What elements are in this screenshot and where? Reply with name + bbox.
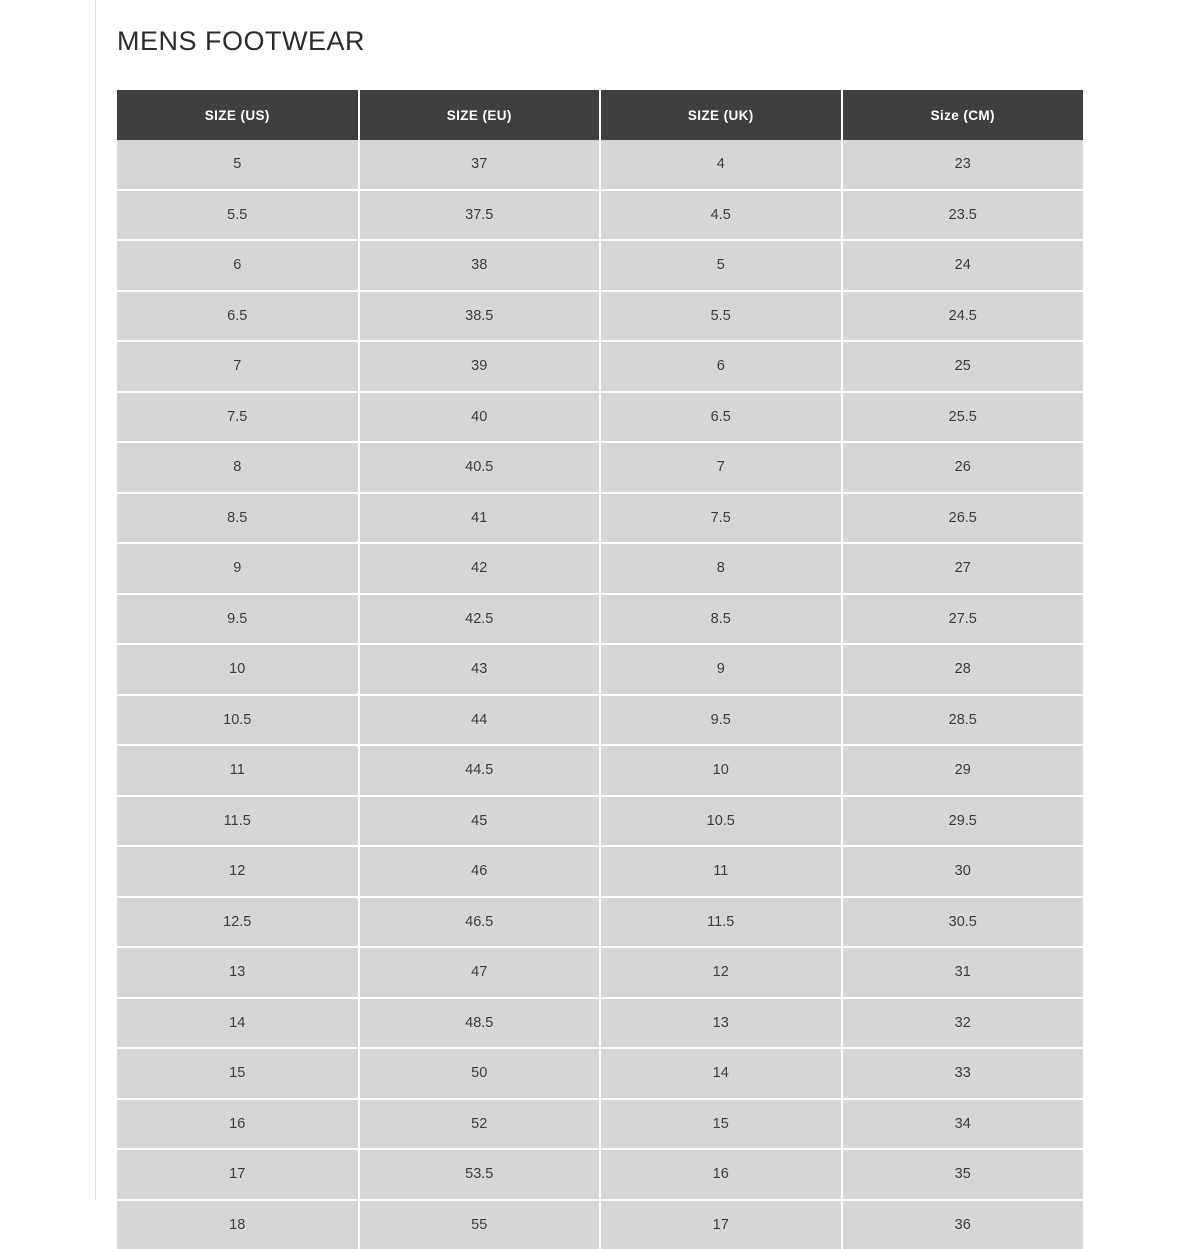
- table-cell: 8.5: [600, 594, 842, 645]
- table-cell: 39: [359, 341, 601, 392]
- table-cell: 15: [600, 1099, 842, 1150]
- table-row: [117, 190, 1083, 241]
- table-cell: 6: [600, 341, 842, 392]
- table-cell: 10: [117, 644, 359, 695]
- table-cell: 9.5: [117, 594, 359, 645]
- table-cell: 11.5: [600, 897, 842, 948]
- table-cell: 27.5: [842, 594, 1084, 645]
- table-cell: 6.5: [117, 291, 359, 342]
- table-cell: 28.5: [842, 695, 1084, 746]
- table-cell: 4.5: [600, 190, 842, 241]
- table-cell: 5.5: [117, 190, 359, 241]
- column-header: Size (CM): [842, 90, 1084, 140]
- table-cell: 38.5: [359, 291, 601, 342]
- table-cell: 32: [842, 998, 1084, 1049]
- table-row: [117, 240, 1083, 291]
- table-row: [117, 493, 1083, 544]
- table-row: [117, 745, 1083, 796]
- table-cell: 14: [600, 1048, 842, 1099]
- table-cell: 8.5: [117, 493, 359, 544]
- table-cell: 9: [600, 644, 842, 695]
- table-cell: 7: [117, 341, 359, 392]
- table-cell: 5: [600, 240, 842, 291]
- table-row: [117, 140, 1083, 190]
- table-body: [117, 140, 1083, 1249]
- table-cell: 24: [842, 240, 1084, 291]
- table-cell: 7: [600, 442, 842, 493]
- table-row: [117, 644, 1083, 695]
- table-row: [117, 796, 1083, 847]
- table-cell: 28: [842, 644, 1084, 695]
- table-cell: 11: [600, 846, 842, 897]
- table-row: [117, 1099, 1083, 1150]
- size-chart-table-container: [117, 90, 1083, 1249]
- table-cell: 12: [600, 947, 842, 998]
- table-cell: 50: [359, 1048, 601, 1099]
- table-cell: 29: [842, 745, 1084, 796]
- table-cell: 29.5: [842, 796, 1084, 847]
- table-cell: 48.5: [359, 998, 601, 1049]
- table-cell: 7.5: [600, 493, 842, 544]
- table-cell: 17: [117, 1149, 359, 1200]
- table-cell: 30: [842, 846, 1084, 897]
- table-cell: 46: [359, 846, 601, 897]
- table-cell: 41: [359, 493, 601, 544]
- table-row: [117, 543, 1083, 594]
- table-cell: 37: [359, 140, 601, 190]
- table-cell: 46.5: [359, 897, 601, 948]
- size-chart-table: [117, 90, 1083, 1249]
- table-cell: 40.5: [359, 442, 601, 493]
- table-cell: 24.5: [842, 291, 1084, 342]
- column-header: SIZE (EU): [359, 90, 601, 140]
- table-cell: 8: [600, 543, 842, 594]
- table-cell: 33: [842, 1048, 1084, 1099]
- table-cell: 31: [842, 947, 1084, 998]
- table-row: [117, 1149, 1083, 1200]
- table-cell: 12.5: [117, 897, 359, 948]
- table-cell: 10.5: [600, 796, 842, 847]
- table-cell: 10.5: [117, 695, 359, 746]
- table-row: [117, 594, 1083, 645]
- table-row: [117, 291, 1083, 342]
- table-cell: 44: [359, 695, 601, 746]
- column-header: SIZE (UK): [600, 90, 842, 140]
- table-cell: 52: [359, 1099, 601, 1150]
- table-cell: 30.5: [842, 897, 1084, 948]
- table-cell: 16: [600, 1149, 842, 1200]
- column-header: SIZE (US): [117, 90, 359, 140]
- table-cell: 17: [600, 1200, 842, 1249]
- table-cell: 11.5: [117, 796, 359, 847]
- table-cell: 45: [359, 796, 601, 847]
- table-row: [117, 341, 1083, 392]
- table-cell: 42.5: [359, 594, 601, 645]
- table-cell: 9: [117, 543, 359, 594]
- table-cell: 14: [117, 998, 359, 1049]
- table-header-row: [117, 90, 1083, 140]
- table-row: [117, 998, 1083, 1049]
- table-cell: 53.5: [359, 1149, 601, 1200]
- table-cell: 37.5: [359, 190, 601, 241]
- table-cell: 11: [117, 745, 359, 796]
- table-cell: 25.5: [842, 392, 1084, 443]
- table-cell: 26: [842, 442, 1084, 493]
- table-cell: 36: [842, 1200, 1084, 1249]
- table-row: [117, 897, 1083, 948]
- table-cell: 47: [359, 947, 601, 998]
- table-cell: 9.5: [600, 695, 842, 746]
- table-cell: 25: [842, 341, 1084, 392]
- table-header: [117, 90, 1083, 140]
- page-title: MENS FOOTWEAR: [117, 26, 365, 57]
- table-cell: 18: [117, 1200, 359, 1249]
- table-cell: 4: [600, 140, 842, 190]
- table-cell: 15: [117, 1048, 359, 1099]
- table-cell: 23.5: [842, 190, 1084, 241]
- table-cell: 40: [359, 392, 601, 443]
- table-cell: 5.5: [600, 291, 842, 342]
- table-cell: 6.5: [600, 392, 842, 443]
- table-row: [117, 695, 1083, 746]
- table-cell: 12: [117, 846, 359, 897]
- table-cell: 42: [359, 543, 601, 594]
- table-cell: 43: [359, 644, 601, 695]
- table-cell: 5: [117, 140, 359, 190]
- table-cell: 10: [600, 745, 842, 796]
- table-cell: 27: [842, 543, 1084, 594]
- table-cell: 35: [842, 1149, 1084, 1200]
- table-cell: 34: [842, 1099, 1084, 1150]
- table-cell: 6: [117, 240, 359, 291]
- table-cell: 38: [359, 240, 601, 291]
- table-cell: 55: [359, 1200, 601, 1249]
- table-row: [117, 392, 1083, 443]
- table-row: [117, 1200, 1083, 1249]
- left-margin-rule: [95, 0, 96, 1200]
- table-cell: 44.5: [359, 745, 601, 796]
- table-cell: 16: [117, 1099, 359, 1150]
- table-cell: 23: [842, 140, 1084, 190]
- table-cell: 13: [600, 998, 842, 1049]
- table-row: [117, 846, 1083, 897]
- table-cell: 26.5: [842, 493, 1084, 544]
- table-cell: 13: [117, 947, 359, 998]
- table-cell: 7.5: [117, 392, 359, 443]
- table-row: [117, 947, 1083, 998]
- table-row: [117, 1048, 1083, 1099]
- table-cell: 8: [117, 442, 359, 493]
- table-row: [117, 442, 1083, 493]
